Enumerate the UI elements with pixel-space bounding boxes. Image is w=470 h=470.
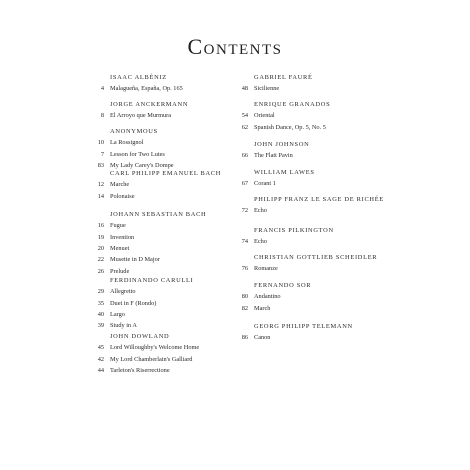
composer-name: ANONYMOUS <box>110 128 158 135</box>
page-number: 76 <box>241 265 248 273</box>
piece-title: Oriental <box>254 112 275 120</box>
page-number: 82 <box>241 304 248 312</box>
composer-name: JOHANN SEBASTIAN BACH <box>110 211 207 218</box>
page-number: 35 <box>97 299 104 307</box>
page-number: 40 <box>97 310 104 318</box>
piece-title: My Lord Chamberlain's Galliard <box>110 355 193 363</box>
page-number: 19 <box>97 233 104 241</box>
composer-name: ISAAC ALBÉNIZ <box>110 74 167 81</box>
page-number: 22 <box>97 256 104 264</box>
page-number: 48 <box>241 85 248 93</box>
piece-title: Duet in F (Rondo) <box>110 299 157 307</box>
page-number: 74 <box>241 238 248 246</box>
composer-name: WILLIAM LAWES <box>254 169 315 176</box>
piece-title: El Arroyo que Murmura <box>110 112 172 120</box>
piece-title: Echo <box>254 238 267 246</box>
composer-name: FERDINANDO CARULLI <box>110 277 194 284</box>
page-number: 7 <box>100 150 104 158</box>
page-number: 86 <box>241 334 248 342</box>
composer-name: JOHN JOHNSON <box>254 141 310 148</box>
composer-name: CARL PHILIPP EMANUEL BACH <box>110 170 222 177</box>
page-number: 72 <box>241 207 248 215</box>
piece-title: Malagueña, España, Op. 165 <box>110 85 183 93</box>
piece-title: Prelude <box>110 267 130 275</box>
piece-title: Andantino <box>254 293 281 301</box>
page-number: 4 <box>100 85 104 93</box>
piece-title: Spanish Dance, Op. 5, No. 5 <box>254 123 326 131</box>
composer-name: FERNANDO SOR <box>254 282 312 289</box>
page-number: 26 <box>97 267 104 275</box>
page-number: 8 <box>100 112 104 120</box>
piece-title: Musette in D Major <box>110 256 160 264</box>
piece-title: The Flatt Pavin <box>254 152 293 160</box>
composer-name: PHILIPP FRANZ LE SAGE DE RICHÉE <box>254 196 384 203</box>
page-number: 83 <box>97 161 104 169</box>
piece-title: Invention <box>110 233 135 241</box>
piece-title: Largo <box>110 310 125 318</box>
page-number: 14 <box>97 192 104 200</box>
piece-title: Fugue <box>110 222 126 230</box>
composer-name: ENRIQUE GRANADOS <box>254 101 331 108</box>
piece-title: Polonaise <box>110 192 135 200</box>
piece-title: Study in A <box>110 322 137 330</box>
piece-title: La Rossignol <box>110 139 144 147</box>
page-number: 10 <box>97 139 104 147</box>
page-number: 66 <box>241 152 248 160</box>
page-number: 67 <box>241 180 248 188</box>
page-number: 62 <box>241 123 248 131</box>
piece-title: Canon <box>254 334 271 342</box>
composer-name: FRANCIS PILKINGTON <box>254 227 334 234</box>
page-number: 39 <box>97 322 104 330</box>
page-number: 12 <box>97 181 104 189</box>
page-number: 42 <box>97 355 104 363</box>
piece-title: My Lady Carey's Dompe <box>110 161 174 169</box>
contents-heading: Contents <box>187 34 283 59</box>
piece-title: Sicilienne <box>254 85 280 93</box>
composer-name: CHRISTIAN GOTTLIEB SCHEIDLER <box>254 254 378 261</box>
piece-title: Tarleton's Riserrectione <box>110 366 170 374</box>
piece-title: March <box>254 304 271 312</box>
piece-title: Lesson for Two Lutes <box>110 150 165 158</box>
piece-title: Echo <box>254 207 267 215</box>
page-number: 80 <box>241 293 248 301</box>
page-number: 29 <box>97 288 104 296</box>
composer-name: JOHN DOWLAND <box>110 333 170 340</box>
composer-name: JORGE ANCKERMANN <box>110 101 189 108</box>
page-number: 20 <box>97 244 104 252</box>
piece-title: Allegretto <box>110 288 136 296</box>
page-number: 16 <box>97 222 104 230</box>
composer-name: GABRIEL FAURÉ <box>254 74 313 81</box>
page-number: 54 <box>241 112 248 120</box>
piece-title: Corant 1 <box>254 180 276 188</box>
piece-title: Romanze <box>254 265 278 273</box>
composer-name: GEORG PHILIPP TELEMANN <box>254 323 353 330</box>
piece-title: Marche <box>110 181 130 189</box>
piece-title: Lord Willoughby's Welcome Home <box>110 344 200 352</box>
piece-title: Menuet <box>110 244 130 252</box>
page-number: 45 <box>97 344 104 352</box>
page-number: 44 <box>97 366 104 374</box>
